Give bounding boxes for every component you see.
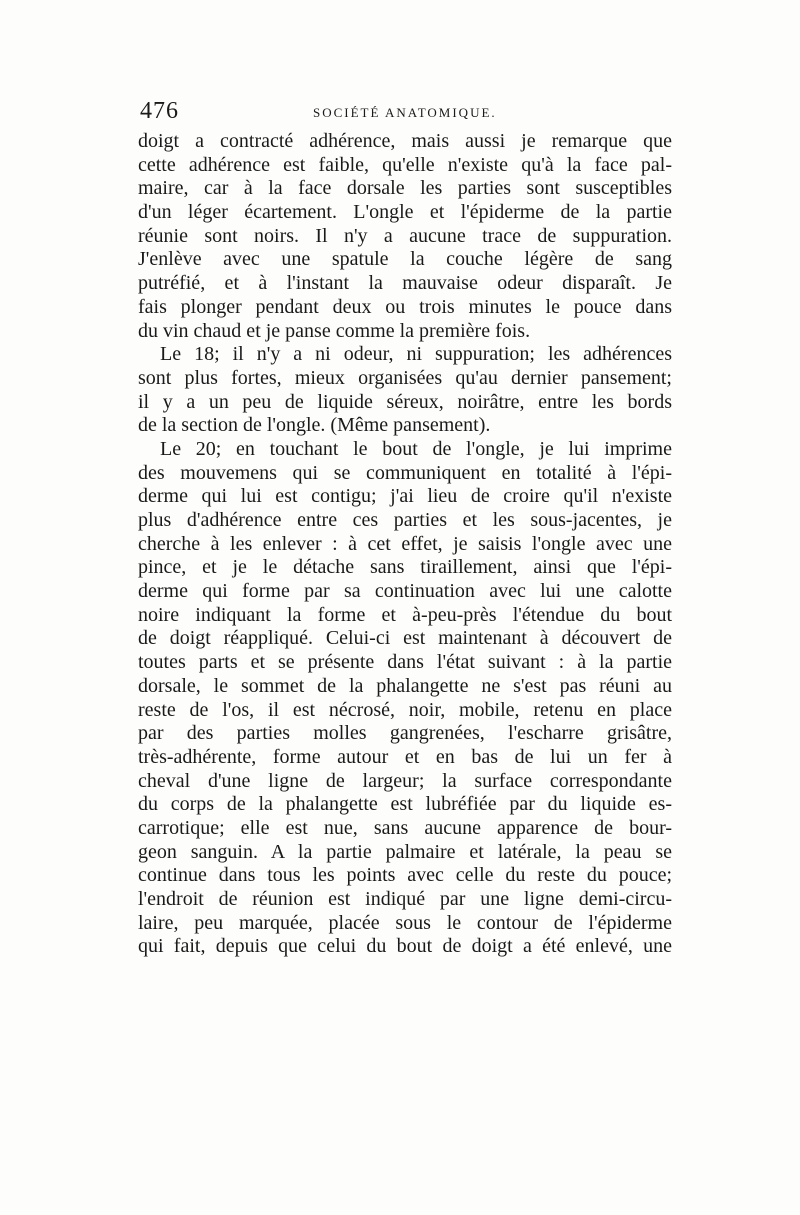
text-line: Le 20; en touchant le bout de l'ongle, je lui imprime xyxy=(160,437,672,460)
text-line: cette adhérence est faible, qu'elle n'existe qu'à la face pal- xyxy=(138,153,672,176)
text-line: l'endroit de réunion est indiqué par une ligne demi-circu- xyxy=(138,888,672,910)
body-text xyxy=(138,130,672,959)
text-line: du corps de la phalangette est lubréfiée par du liquide es- xyxy=(138,793,672,816)
text-line: putréfié, et à l'instant la mauvaise odeur disparaît. Je xyxy=(138,272,672,295)
text-line: derme qui lui est contigu; j'ai lieu de croire qu'il n'existe xyxy=(138,485,672,508)
text-line: il y a un peu de liquide séreux, noirâtre, entre les bords xyxy=(138,390,672,413)
text-line: reste de l'os, il est nécrosé, noir, mobile, retenu en place xyxy=(138,698,672,721)
page-header xyxy=(140,98,672,128)
text-line: par des parties molles gangrenées, l'escharre grisâtre, xyxy=(138,722,672,745)
text-line: très-adhérente, forme autour et en bas de lui un fer à xyxy=(138,745,672,768)
text-line: cheval d'une ligne de largeur; la surface correspondante xyxy=(138,769,672,792)
text-line: de la section de l'ongle. (Même pansement). xyxy=(138,414,491,437)
text-line: geon sanguin. A la partie palmaire et latérale, la peau se xyxy=(138,840,672,863)
text-line: cherche à les enlever : à cet effet, je saisis l'ongle avec une xyxy=(138,532,672,555)
text-line: Le 18; il n'y a ni odeur, ni suppuration; les adhérences xyxy=(160,343,672,366)
text-line: laire, peu marquée, placée sous le contour de l'épiderme xyxy=(138,911,672,934)
text-line: plus d'adhérence entre ces parties et les sous-jacentes, je xyxy=(138,509,672,531)
text-line: derme qui forme par sa continuation avec lui une calotte xyxy=(138,580,672,603)
text-line: noire indiquant la forme et à-peu-près l'étendue du bout xyxy=(138,603,672,626)
text-line: toutes parts et se présente dans l'état suivant : à la partie xyxy=(138,651,672,674)
text-line: fais plonger pendant deux ou trois minutes le pouce dans xyxy=(138,295,672,318)
text-line: d'un léger écartement. L'ongle et l'épiderme de la partie xyxy=(138,201,672,224)
text-line: carrotique; elle est nue, sans aucune apparence de bour- xyxy=(138,816,672,839)
text-line: dorsale, le sommet de la phalangette ne s'est pas réuni au xyxy=(138,674,672,697)
text-line: J'enlève avec une spatule la couche légère de sang xyxy=(138,248,672,271)
text-line: de doigt réappliqué. Celui-ci est maintenant à découvert de xyxy=(138,627,672,650)
text-line: sont plus fortes, mieux organisées qu'au dernier pansement; xyxy=(138,366,672,389)
text-line: maire, car à la face dorsale les parties sont susceptibles xyxy=(138,177,672,200)
text-line: des mouvemens qui se communiquent en totalité à l'épi- xyxy=(138,461,672,484)
text-line: pince, et je le détache sans tiraillement, ainsi que l'épi- xyxy=(138,556,672,579)
page-number: 476 xyxy=(140,98,179,124)
text-line: du vin chaud et je panse comme la première fois. xyxy=(138,319,531,342)
text-line: qui fait, depuis que celui du bout de doigt a été enlevé, une xyxy=(138,935,672,958)
text-line: continue dans tous les points avec celle du reste du pouce; xyxy=(138,864,672,887)
running-head: SOCIÉTÉ ANATOMIQUE. xyxy=(313,105,497,120)
text-line: réunie sont noirs. Il n'y a aucune trace de suppuration. xyxy=(138,224,672,247)
text-line: doigt a contracté adhérence, mais aussi je remarque que xyxy=(138,130,672,152)
